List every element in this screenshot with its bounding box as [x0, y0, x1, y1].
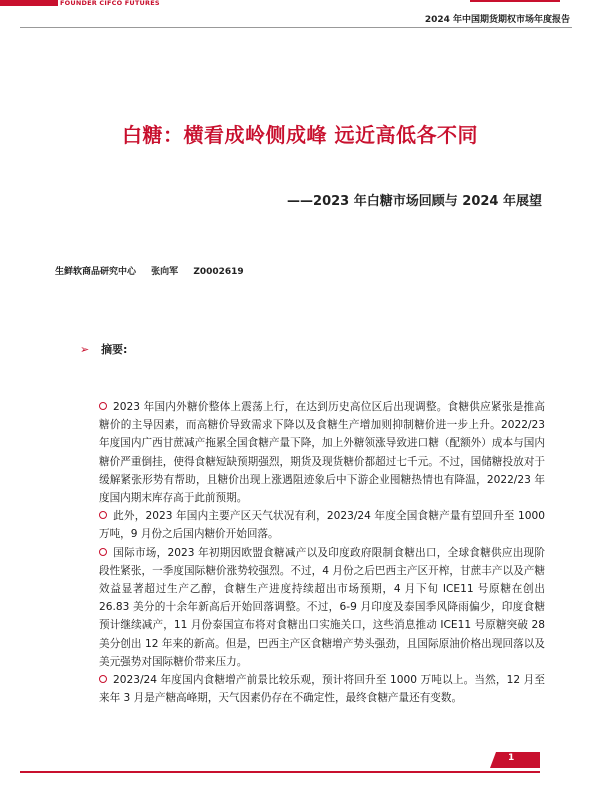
- paragraph-text: 2023/24 年度国内食糖增产前景比较乐观，预计将回升至 1000 万吨以上。当然，12 月至来年 3 月是产糖高峰期，天气因素仍存在不确定性，最终食糖产量还有变数。: [99, 674, 545, 705]
- paragraph-text: 2023 年国内外糖价整体上震荡上行，在达到历史高位区后出现调整。食糖供应紧张是推高糖价的主导因素，而高糖价导致需求下降以及食糖生产增加则抑制糖价进一步上升。2022/23 年度国内广西甘蔗减产拖累全国食糖产量下降，加上外糖领涨导致进口糖（配额外）成本与国内糖价严重倒挂，使得食糖短缺预期强烈，期货及现货糖价都超过七千元。不过，国储糖投放对于缓解紧张形势有帮助，且糖价出现上涨遇阻迹象后中下游企业囤糖热情也有降温，2022/23 年度国内期末库存高于此前预期。: [99, 401, 545, 505]
- circle-bullet-icon: [99, 511, 107, 519]
- abstract-body: [99, 398, 545, 707]
- author-info: [55, 264, 256, 277]
- paragraph-text: 此外，2023 年国内主要产区天气状况有利，2023/24 年度全国食糖产量有望回升至 1000 万吨，9 月份之后国内糖价开始回落。: [99, 510, 545, 541]
- logo-mark: [0, 0, 58, 6]
- arrow-bullet-icon: ➢: [80, 343, 90, 356]
- abstract-label: 摘要:: [101, 343, 128, 356]
- author-id: Z0002619: [193, 267, 244, 277]
- page-number-tab: [490, 752, 540, 768]
- page-subtitle: ——2023 年白糖市场回顾与 2024 年展望: [287, 194, 542, 209]
- footer-divider: [20, 771, 540, 773]
- header-accent-line: [470, 0, 560, 2]
- circle-bullet-icon: [99, 548, 107, 556]
- page-number: 1: [508, 753, 515, 763]
- company-logo: [0, 0, 200, 14]
- abstract-paragraph: [99, 544, 545, 671]
- paragraph-text: 国际市场，2023 年初期因欧盟食糖减产以及印度政府限制食糖出口，全球食糖供应出现阶段性紧张，一季度国际糖价涨势较强烈。不过，4 月份之后巴西主产区开榨，甘蔗丰产以及产糖效益显著超过生产乙醇，食糖生产进度持续超出市场预期，4 月下旬 ICE11 号原糖在创出 26.83 美分的十余年新高后开始回落调整。不过，6-9 月印度及泰国季风降雨偏少，印度食糖预计继续减产，11 月份泰国宣布将对食糖出口实施关口，这些消息推动 ICE11 号原糖突破 28 美分创出 12 年来的新高。但是，巴西主产区食糖增产势头强劲，且国际原油价格出现回落以及美元强势对国际糖价带来压力。: [99, 546, 545, 668]
- author-department: 生鲜软商品研究中心: [55, 267, 137, 277]
- abstract-heading: [80, 341, 127, 357]
- abstract-paragraph: [99, 507, 545, 543]
- abstract-paragraph: [99, 398, 545, 507]
- author-name: 张向军: [151, 267, 179, 277]
- circle-bullet-icon: [99, 402, 107, 410]
- page-title: 白糖：横看成岭侧成峰 远近高低各不同: [122, 123, 478, 147]
- report-name: 2024 年中国期货期权市场年度报告: [424, 15, 570, 25]
- circle-bullet-icon: [99, 675, 107, 683]
- logo-text: FOUNDER CIFCO FUTURES: [60, 0, 160, 7]
- abstract-paragraph: [99, 671, 545, 707]
- header-divider: [20, 27, 572, 28]
